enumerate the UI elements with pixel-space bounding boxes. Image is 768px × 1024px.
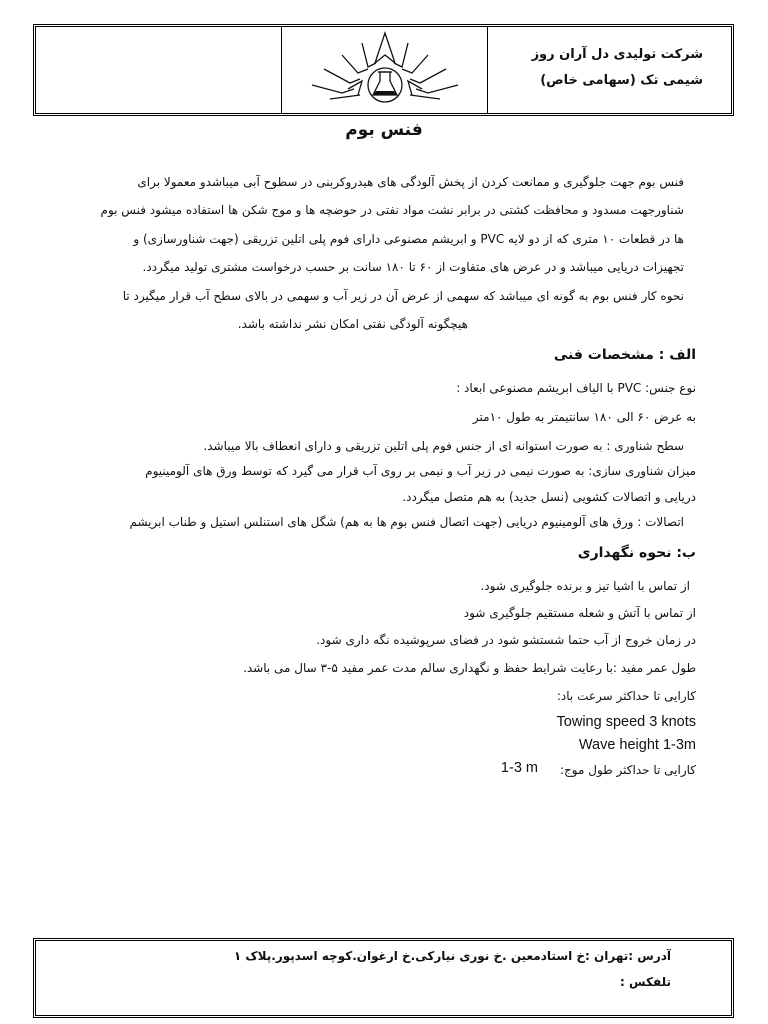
footer-box xyxy=(33,938,734,1018)
towing-speed: Towing speed 3 knots xyxy=(556,714,696,730)
care-line: کارایی تا حداکثر سرعت باد: xyxy=(556,689,696,703)
spec-line: اتصالات : ورق های آلومینیوم دریایی (جهت اتصال فنس بوم ها به هم) شگل های استنلس استیل و طناب ابریشم xyxy=(129,515,684,529)
company-name-cell xyxy=(487,27,731,113)
company-subname: شیمی تک (سهامی خاص) xyxy=(540,73,703,88)
page-title: فنس بوم xyxy=(345,120,423,140)
telfax: تلفکس : xyxy=(620,975,671,989)
intro-line: ها در قطعات ۱۰ متری که از دو لایه PVC و ابریشم مصنوعی دارای فوم پلی اتلین تزریقی (جهت شناورسازی) و xyxy=(133,232,684,246)
wave-value: 1-3 m xyxy=(500,760,538,776)
spec-line: میزان شناوری سازی: به صورت نیمی در زیر آب و نیمی بر روی آب قرار می گیرد که توسط ورق های آلومینیوم xyxy=(145,464,696,478)
blank-cell xyxy=(36,27,282,113)
care-line: از تماس با آتش و شعله مستقیم جلوگیری شود xyxy=(463,606,696,620)
intro-line: هیچگونه آلودگی نفتی امکان نشر نداشته باشد. xyxy=(237,317,468,331)
wave-label: کارایی تا حداکثر طول موج: xyxy=(560,763,696,777)
intro-line: تجهیزات دریایی میباشد و در عرض های متفاوت از ۶۰ تا ۱۸۰ سانت بر حسب درخواست مشتری تولید میگردد. xyxy=(142,260,684,274)
section-b-heading: ب: نحوه نگهداری xyxy=(577,545,696,561)
letterhead xyxy=(33,24,734,116)
section-a-heading: الف : مشخصات فنی xyxy=(553,347,696,363)
wave-height: Wave height 1-3m xyxy=(578,737,696,753)
spec-line: سطح شناوری : به صورت استوانه ای از جنس فوم پلی اتلین تزریقی و دارای انعطاف بالا میباشد. xyxy=(203,439,684,453)
logo-cell xyxy=(281,27,488,113)
spec-line: به عرض ۶۰ الی ۱۸۰ سانتیمتر به طول ۱۰متر xyxy=(472,410,696,424)
intro-line: فنس بوم جهت جلوگیری و ممانعت کردن از پخش آلودگی های هیدروکربنی در سطوح آبی میباشدو معمولا برای xyxy=(137,175,684,189)
care-line: در زمان خروج از آب حتما شستشو شود در فضای سرپوشیده نگه داری شود. xyxy=(316,633,696,647)
intro-line: شناورجهت مسدود و محافظت کشتی در برابر نشت مواد نفتی در حوضچه ها و موج شکن ها استفاده میشود فنس بوم xyxy=(100,203,684,217)
spec-line: دریایی و اتصالات کشویی (نسل جدید) به هم متصل میگردد. xyxy=(402,490,696,504)
care-line: طول عمر مفید :با رعایت شرایط حفظ و نگهداری سالم مدت عمر مفید ۵-۳ سال می باشد. xyxy=(243,661,696,675)
flask-flower-logo-icon xyxy=(302,29,468,109)
intro-line: نحوه کار فنس بوم به گونه ای میباشد که سهمی از عرض آن در زیر آب و سهمی در بالای سطح آب قرار میگیرد تا xyxy=(122,289,684,303)
care-line: از تماس با اشیا تیز و برنده جلوگیری شود. xyxy=(480,579,690,593)
address: آدرس :تهران :خ استادمعین .خ نوری نیارکی.خ ارغوان.کوچه اسدپور.پلاک ۱ xyxy=(233,949,671,963)
spec-line: نوع جنس: PVC با الیاف ابریشم مصنوعی ابعاد : xyxy=(456,381,696,395)
company-name: شرکت تولیدی دل آران روز xyxy=(531,47,703,62)
